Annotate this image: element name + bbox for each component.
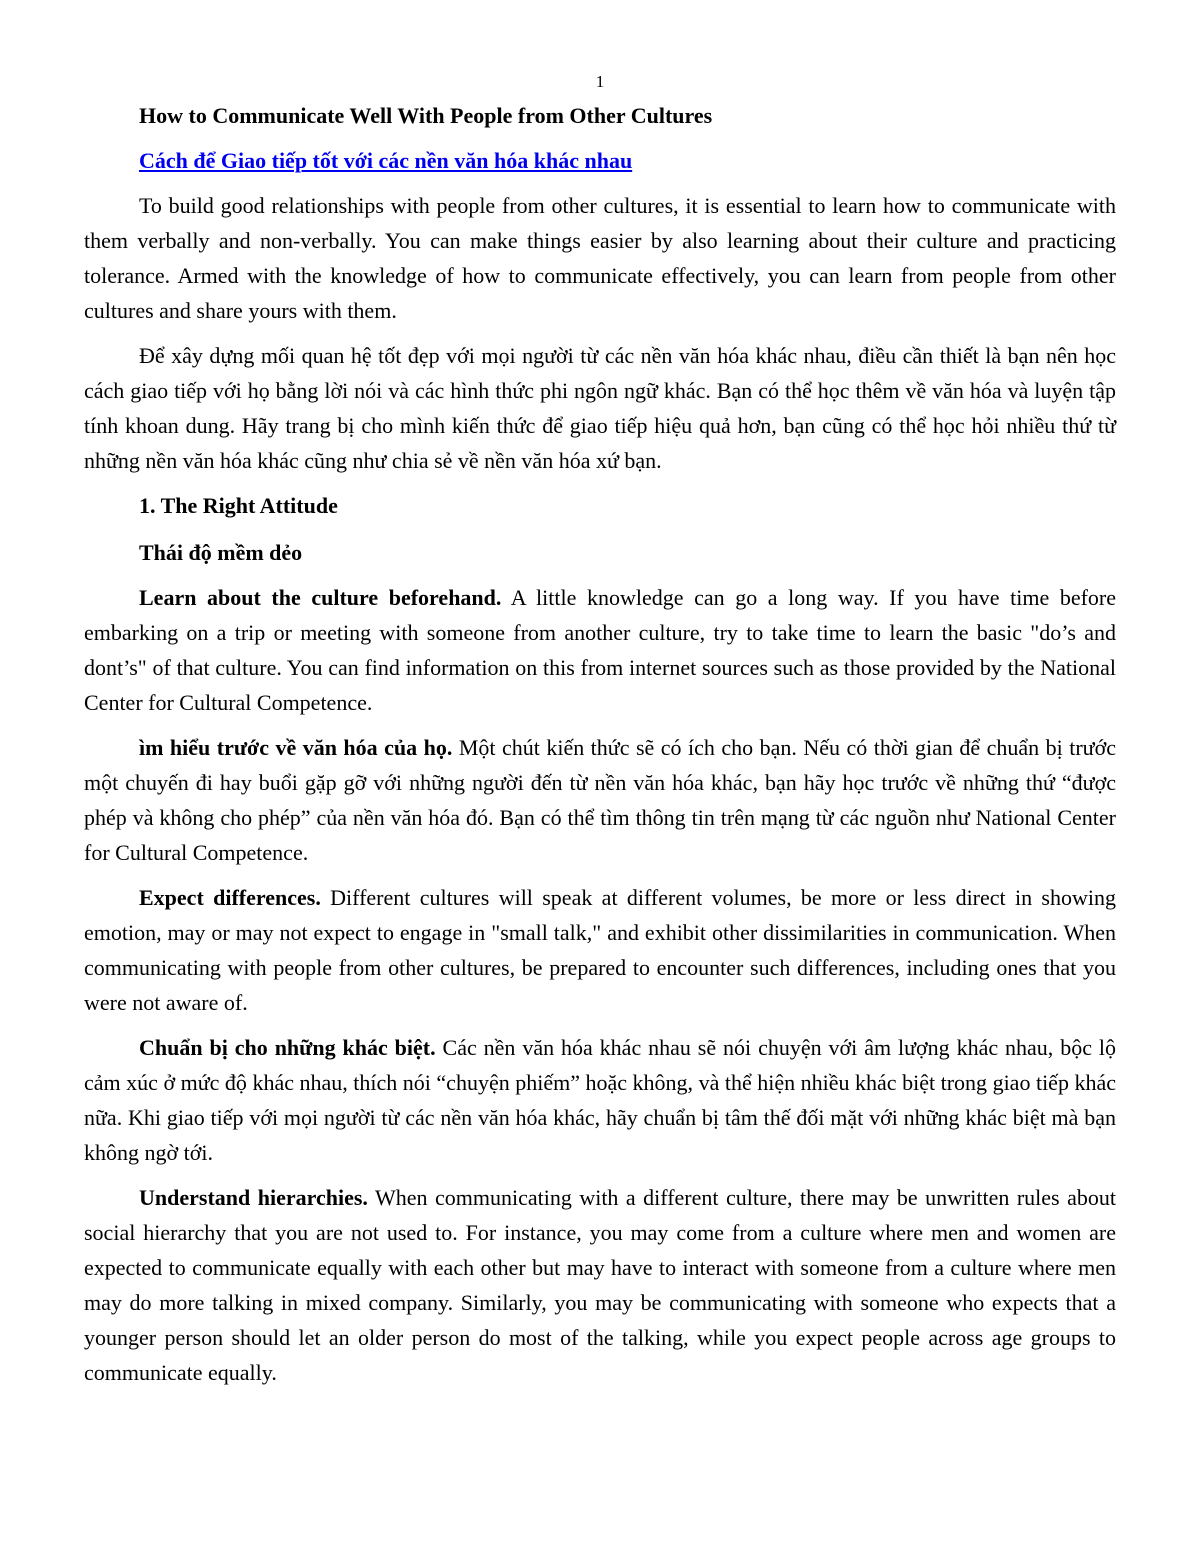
section-heading-vi: Thái độ mềm dẻo	[139, 540, 303, 565]
paragraph-text: Các nền văn hóa khác nhau sẽ nói chuyện với âm lượng khác nhau, bộc lộ cảm xúc ở mức độ khác nhau, thích nói “chuyện phiếm” hoặc không, và thể hiện nhiều khác biệt trong giao tiếp khác nữa. Khi giao tiếp với mọi người từ các nền văn hóa khác, hãy chuẩn bị tâm thế đối mặt với những khác biệt mà bạn không ngờ tới.	[84, 1035, 1116, 1165]
body-paragraph	[84, 1030, 1116, 1170]
paragraph-lead: Understand hierarchies.	[139, 1185, 368, 1210]
paragraph-lead: Chuẩn bị cho những khác biệt.	[139, 1035, 436, 1060]
section-heading-en: 1. The Right Attitude	[139, 493, 338, 518]
paragraph-lead: ìm hiểu trước về văn hóa của họ.	[139, 735, 453, 760]
paragraph-lead: Learn about the culture beforehand.	[139, 585, 502, 610]
document-subtitle	[84, 143, 1116, 178]
paragraph-lead: Expect differences.	[139, 885, 321, 910]
paragraph-text: Một chút kiến thức sẽ có ích cho bạn. Nếu có thời gian để chuẩn bị trước một chuyến đi hay buổi gặp gỡ với những người đến từ nền văn hóa khác, bạn hãy học trước về những thứ “được phép và không cho phép” của nền văn hóa đó. Bạn có thể tìm thông tin trên mạng từ các nguồn như National Center for Cultural Competence.	[84, 735, 1117, 865]
paragraph-text: A little knowledge can go a long way. If you have time before embarking on a trip or meeting with someone from another culture, try to take time to learn the basic "do’s and dont’s" of that culture. You can find information on this from internet sources such as those provided by the National Center for Cultural Competence.	[84, 585, 1116, 715]
paragraph-text: Different cultures will speak at different volumes, be more or less direct in showing emotion, may or may not expect to engage in "small talk," and exhibit other dissimilarities in communication. When communicating with people from other cultures, be prepared to encounter such differences, including ones that you were not aware of.	[84, 885, 1116, 1015]
intro-paragraph-en: To build good relationships with people from other cultures, it is essential to learn how to communicate with them verbally and non-verbally. You can make things easier by also learning about their culture and practicing tolerance. Armed with the knowledge of how to communicate effectively, you can learn from people from other cultures and share yours with them.	[84, 193, 1116, 323]
page-number: 1	[595, 72, 605, 91]
body-paragraph	[84, 1180, 1116, 1390]
body-paragraph	[84, 880, 1116, 1020]
intro-paragraph-vi: Để xây dựng mối quan hệ tốt đẹp với mọi người từ các nền văn hóa khác nhau, điều cần thiết là bạn nên học cách giao tiếp với họ bằng lời nói và các hình thức phi ngôn ngữ khác. Bạn có thể học thêm về văn hóa và luyện tập tính khoan dung. Hãy trang bị cho mình kiến thức để giao tiếp hiệu quả hơn, bạn cũng có thể học hỏi nhiều thứ từ những nền văn hóa khác cũng như chia sẻ về nền văn hóa xứ bạn.	[84, 343, 1116, 473]
subtitle-link[interactable]: Cách để Giao tiếp tốt với các nền văn hóa khác nhau	[139, 148, 633, 173]
document-title: How to Communicate Well With People from Other Cultures	[139, 103, 713, 128]
paragraph-text: When communicating with a different culture, there may be unwritten rules about social hierarchy that you are not used to. For instance, you may come from a culture where men and women are expected to communicate equally with each other but may have to interact with someone from a culture where men may do more talking in mixed company. Similarly, you may be communicating with someone who expects that a younger person should let an older person do most of the talking, while you expect people across age groups to communicate equally.	[84, 1185, 1116, 1385]
body-paragraph	[84, 580, 1116, 720]
document-body	[84, 98, 1116, 1390]
body-paragraph	[84, 730, 1116, 870]
